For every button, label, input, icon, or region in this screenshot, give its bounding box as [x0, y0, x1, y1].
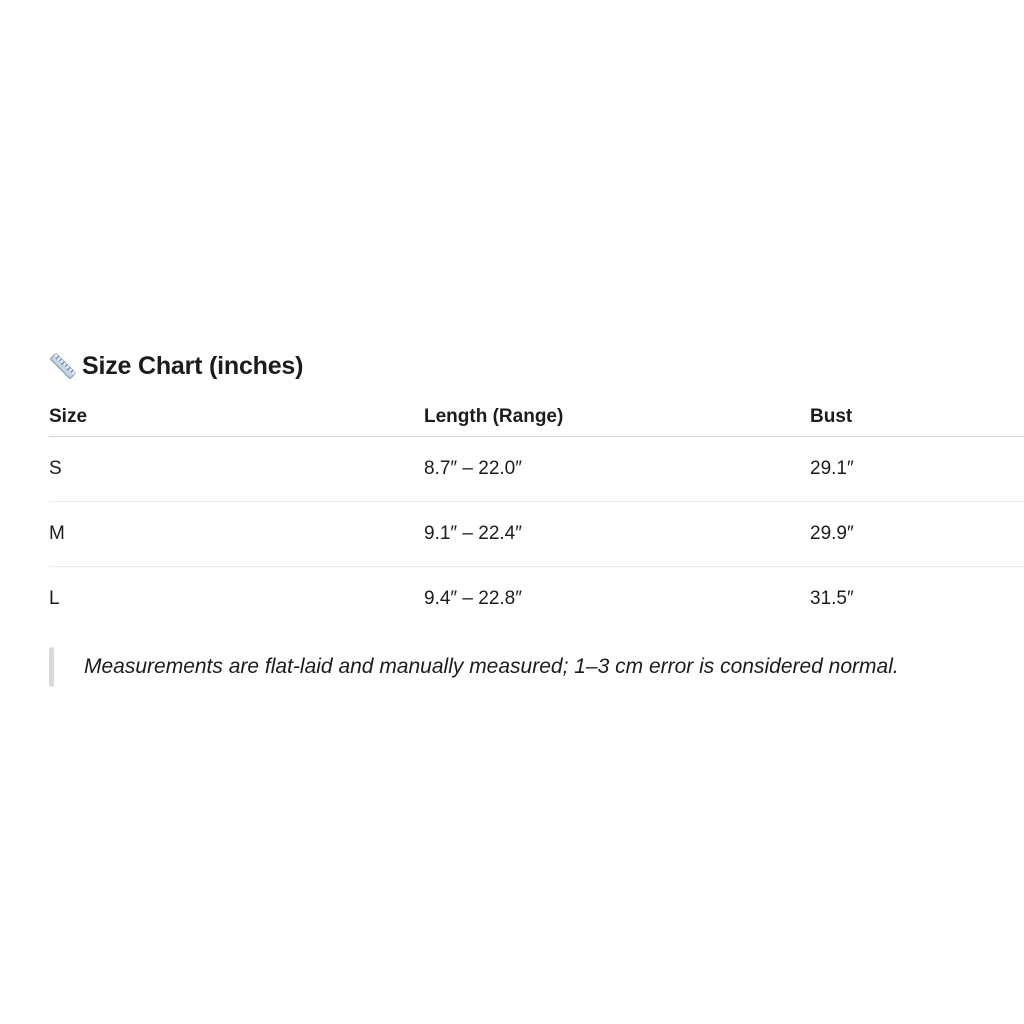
cell-length: 9.1″ – 22.4″: [424, 502, 810, 567]
cell-bust: 31.5″: [810, 588, 854, 609]
cell-length: 9.4″ – 22.8″: [424, 588, 522, 609]
note-text: Measurements are flat-laid and manually measured; 1–3 cm error is considered normal.: [84, 655, 899, 678]
ruler-icon: [49, 352, 77, 380]
cell-bust: 29.9″: [810, 502, 1024, 567]
header-size: Size: [49, 398, 424, 437]
section-title: Size Chart (inches): [82, 351, 304, 380]
size-table: [49, 398, 1024, 631]
cell-size: L: [49, 588, 60, 609]
size-chart-section: [49, 348, 1024, 687]
header-length: Length (Range): [424, 398, 810, 437]
table-row: [49, 567, 1024, 632]
table-header-row: [49, 398, 1024, 437]
quote-bar: [49, 647, 54, 687]
cell-length: 8.7″ – 22.0″: [424, 437, 810, 502]
cell-bust: 29.1″: [810, 437, 1024, 502]
cell-size: S: [49, 437, 424, 502]
table-row: [49, 437, 1024, 502]
cell-size: M: [49, 502, 424, 567]
measurement-note: [49, 647, 1024, 687]
header-bust: Bust: [810, 398, 1024, 437]
table-row: [49, 502, 1024, 567]
section-heading: [49, 348, 1024, 384]
